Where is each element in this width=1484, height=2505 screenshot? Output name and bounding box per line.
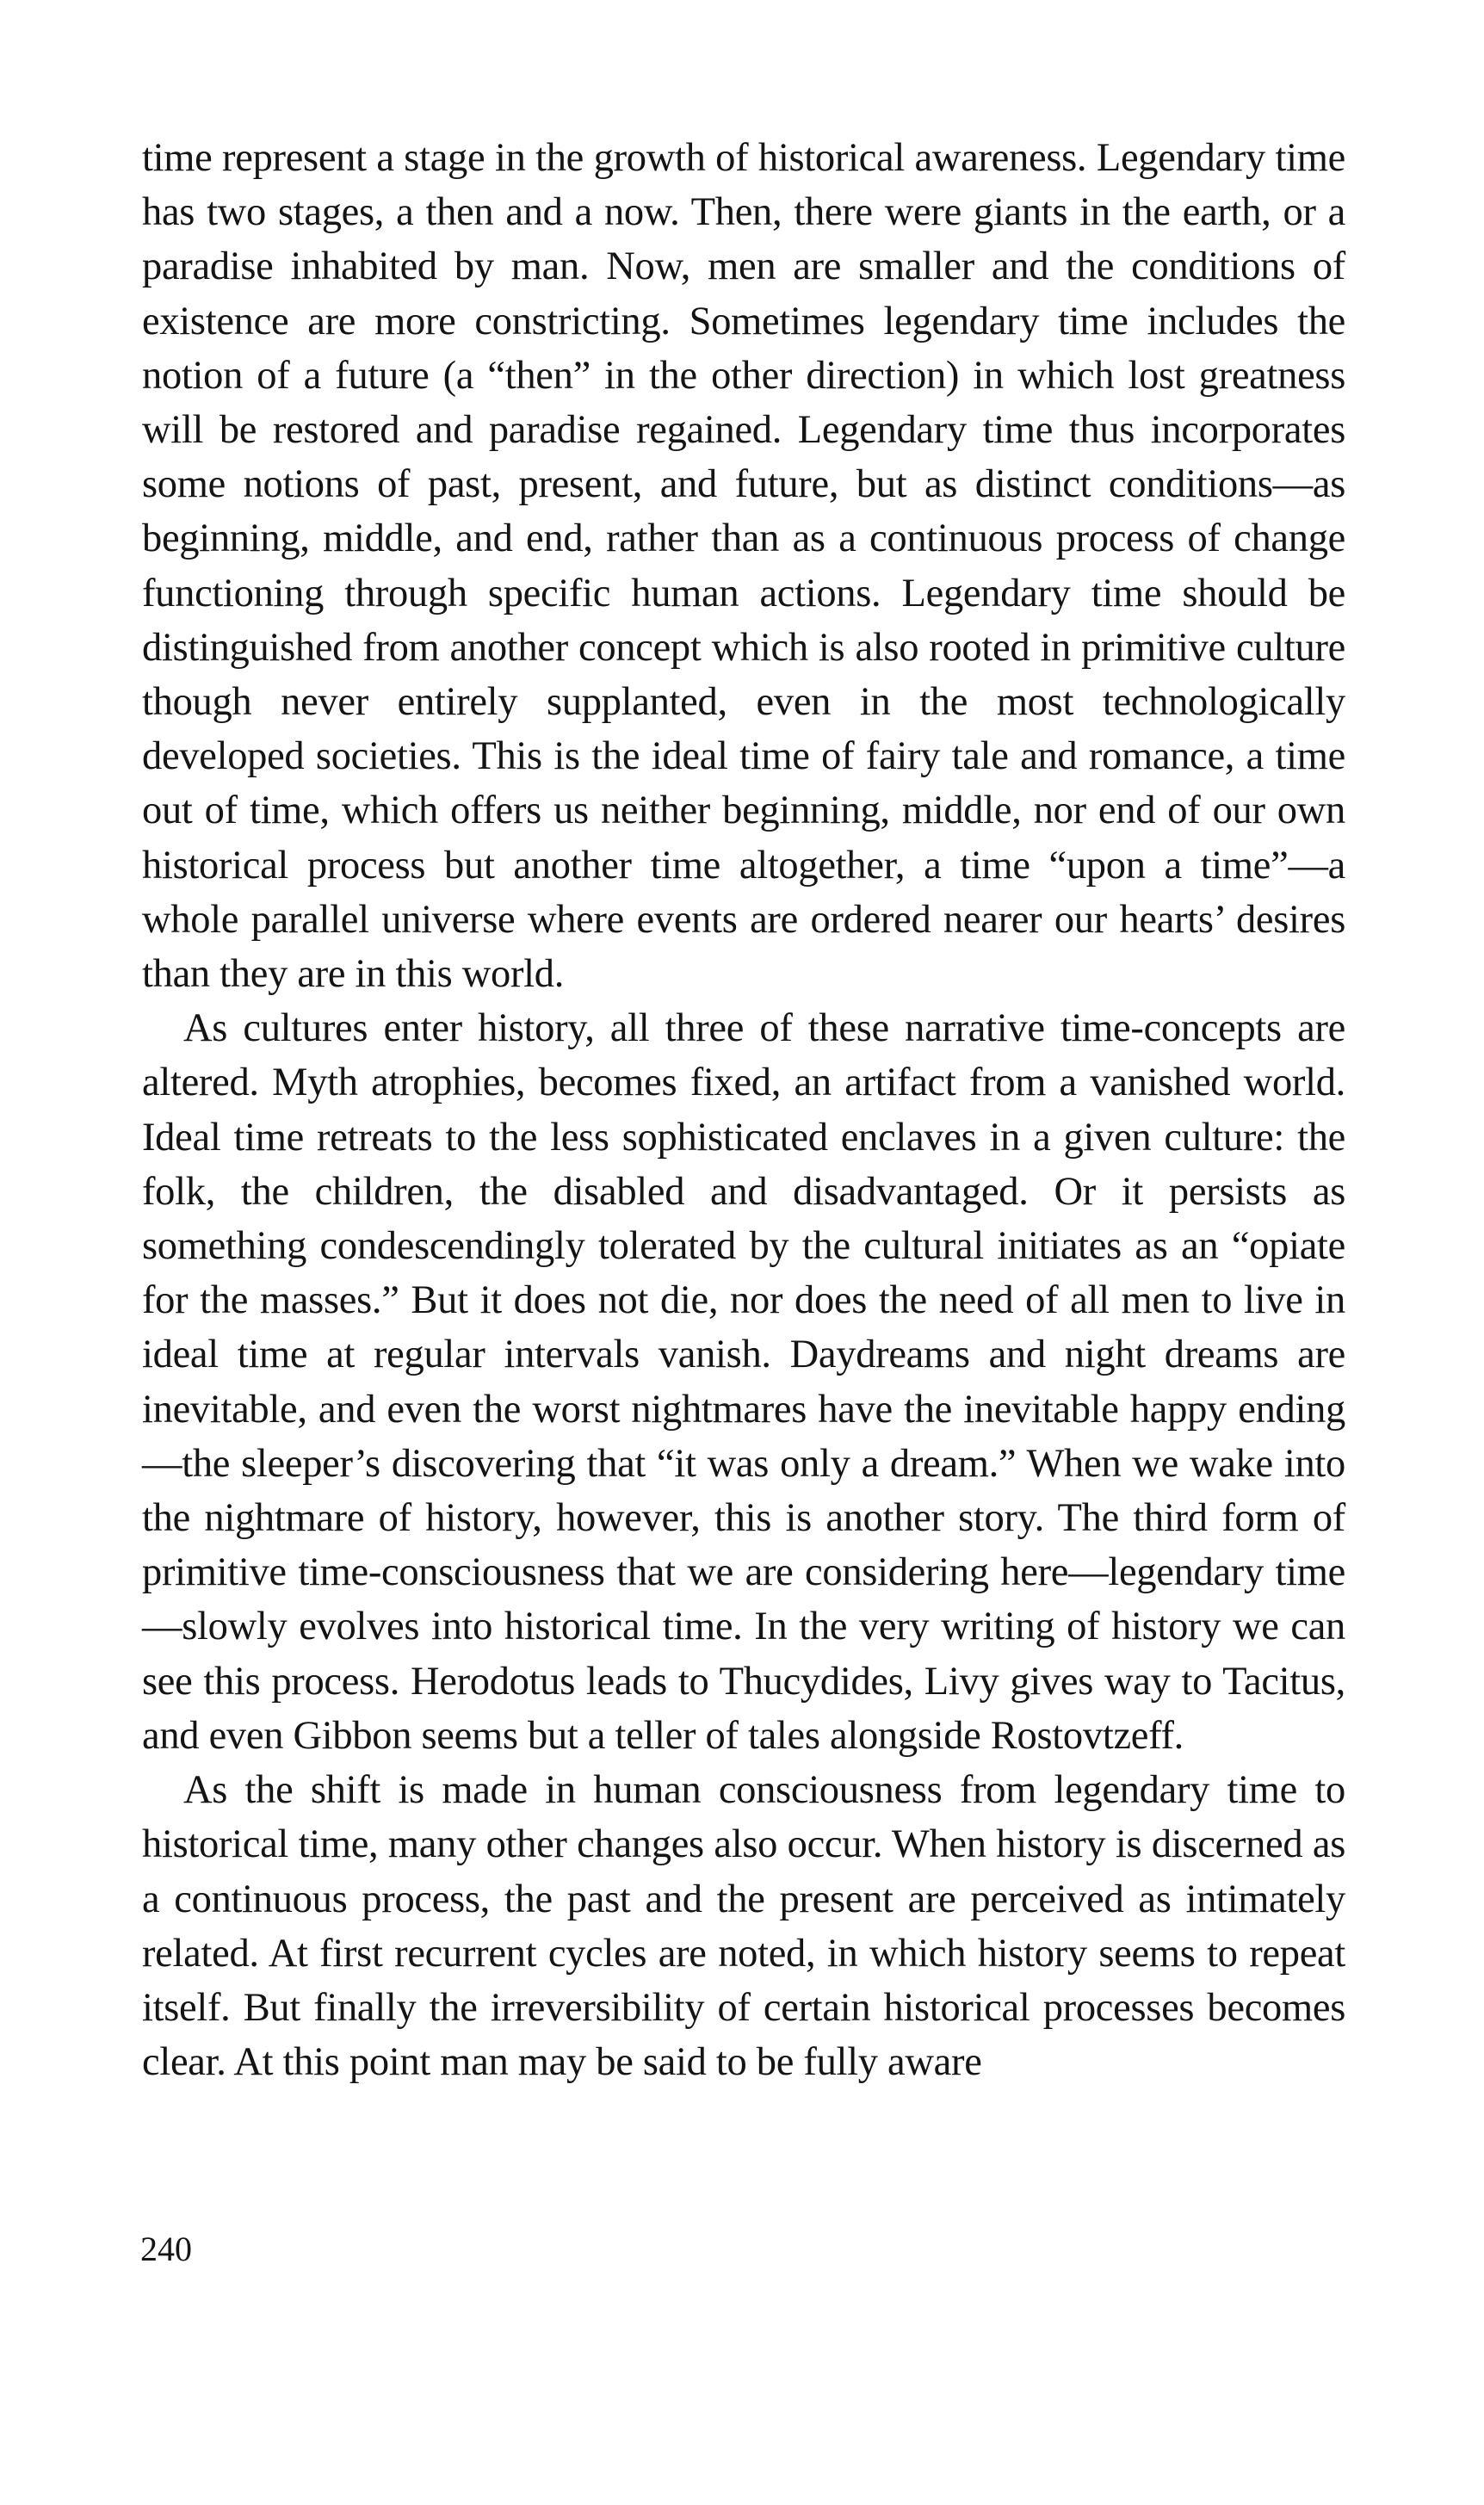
paragraph-continued: time represent a stage in the growth of historical awareness. Legendary time has two stages, a then and a now. Then, there were giants in the earth, or a paradise inhabited by man. Now, men are smaller and the conditions of existence are more constricting. Sometimes legendary time includes the notion of a future (a “then” in the other direction) in which lost greatness will be restored and paradise regained. Legendary time thus incorporates some notions of past, present, and future, but as distinct conditions—as beginning, middle, and end, rather than as a continuous process of change functioning through specific human actions. Legendary time should be distinguished from another concept which is also rooted in primitive culture though never entirely supplanted, even in the most technologically developed societies. This is the ideal time of fairy tale and romance, a time out of time, which offers us neither beginning, middle, nor end of our own historical process but another time altogether, a time “upon a time”—a whole parallel universe where events are ordered nearer our hearts’ desires than they are in this world.: [142, 136, 1345, 997]
body-text: [142, 131, 1345, 2089]
paragraph-cultures-enter-history: As cultures enter history, all three of these narrative time-concepts are altered. Myth atrophies, becomes fixed, an artifact from a vanished world. Ideal time retreats to the less sophisticated enclaves in a given culture: the folk, the children, the disabled and disadvantaged. Or it persists as something condescendingly tolerated by the cultural initiates as an “opiate for the masses.” But it does not die, nor does the need of all men to live in ideal time at regular intervals vanish. Daydreams and night dreams are inevitable, and even the worst nightmares have the inevitable happy ending—the sleeper’s discovering that “it was only a dream.” When we wake into the nightmare of history, however, this is another story. The third form of primitive time-consciousness that we are considering here—legendary time—slowly evolves into historical time. In the very writing of history we can see this process. Herodotus leads to Thucydides, Livy gives way to Tacitus, and even Gibbon seems but a teller of tales alongside Rostovtzeff.: [142, 1006, 1345, 1758]
page-number: 240: [140, 2230, 192, 2268]
paragraph-shift-in-consciousness: As the shift is made in human consciousness from legendary time to historical time, many other changes also occur. When history is discerned as a continuous process, the past and the present are perceived as intimately related. At first recurrent cycles are noted, in which history seems to repeat itself. But finally the irreversibility of certain historical processes becomes clear. At this point man may be said to be fully aware: [142, 1768, 1345, 2085]
